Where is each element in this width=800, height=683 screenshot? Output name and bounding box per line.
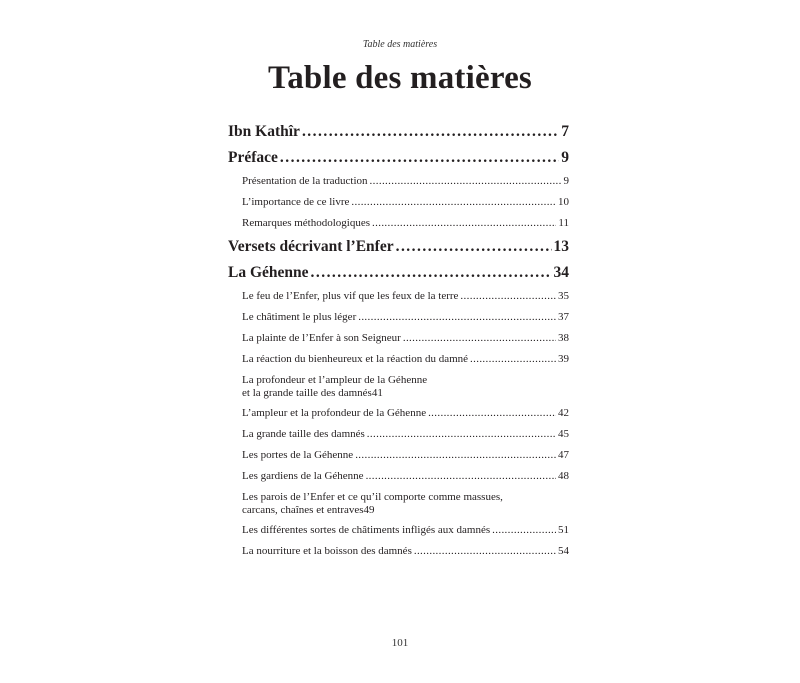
toc-entry-title: Versets décrivant l’Enfer <box>228 238 394 255</box>
dot-leader <box>370 175 562 187</box>
toc-entry-page: 54 <box>558 545 569 557</box>
dot-leader <box>470 353 556 365</box>
page-title: Table des matières <box>268 60 532 96</box>
toc-subentry[interactable] <box>242 311 569 325</box>
toc-entry-page: 51 <box>558 524 569 536</box>
toc-entry-title-line2: carcans, chaînes et entraves <box>242 504 364 516</box>
toc-entry-title-line1: Les parois de l’Enfer et ce qu’il comporte comme massues, <box>242 491 503 503</box>
toc-entry-title: Le châtiment le plus léger <box>242 311 357 323</box>
toc-subentry[interactable] <box>242 524 569 538</box>
running-header: Table des matières <box>362 39 438 50</box>
toc-entry-title: La réaction du bienheureux et la réaction du damné <box>242 353 469 365</box>
toc-entry-title: L’importance de ce livre <box>242 196 350 208</box>
toc-entry-title-line2: et la grande taille des damnés <box>242 387 372 399</box>
toc-entry-page: 47 <box>558 449 569 461</box>
toc-entry-page: 41 <box>371 387 383 399</box>
toc-subentry[interactable] <box>242 428 569 442</box>
toc-subentry[interactable] <box>242 175 569 189</box>
toc-entry-page: 39 <box>558 353 569 365</box>
toc-entry-page: 35 <box>558 290 569 302</box>
toc-subentry[interactable] <box>242 196 569 210</box>
toc-entry-page: 11 <box>558 217 569 229</box>
toc-entry-title: Préface <box>228 149 278 166</box>
toc-entry-title: Le feu de l’Enfer, plus vif que les feux de la terre <box>242 290 459 302</box>
dot-leader <box>492 524 556 536</box>
toc-entry-title: La grande taille des damnés <box>242 428 365 440</box>
page-number: 101 <box>391 637 409 649</box>
toc-subentry[interactable] <box>242 449 569 463</box>
dot-leader <box>358 311 556 323</box>
toc-entry-title: Présentation de la traduction <box>242 175 368 187</box>
toc-subentry[interactable] <box>242 470 569 484</box>
dot-leader <box>367 428 556 440</box>
toc-subentry[interactable] <box>242 217 569 231</box>
dot-leader <box>366 470 556 482</box>
toc-entry-title: L’ampleur et la profondeur de la Géhenne <box>242 407 427 419</box>
toc-entry-page: 9 <box>563 175 569 187</box>
toc-subentry[interactable] <box>242 407 569 421</box>
dot-leader <box>396 238 552 256</box>
toc-entry-page: 49 <box>363 504 375 516</box>
toc-entry-page: 13 <box>553 238 569 255</box>
toc-entry-title: Ibn Kathîr <box>228 123 300 140</box>
toc-entry-title: La Géhenne <box>228 264 309 281</box>
toc-subentry[interactable] <box>242 290 569 304</box>
toc-entry-title: Les portes de la Géhenne <box>242 449 354 461</box>
toc-subentry[interactable] <box>242 491 569 517</box>
toc-subentry[interactable] <box>242 353 569 367</box>
dot-leader <box>372 217 556 229</box>
dot-leader <box>302 123 559 141</box>
toc-entry[interactable] <box>228 149 569 168</box>
toc-entry-title-line1: La profondeur et l’ampleur de la Géhenne <box>242 374 428 386</box>
toc-subentry[interactable] <box>242 374 569 400</box>
toc-entry-title: Les différentes sortes de châtiments infligés aux damnés <box>242 524 491 536</box>
toc-entry-title: La plainte de l’Enfer à son Seigneur <box>242 332 401 344</box>
toc-entry-page: 48 <box>558 470 569 482</box>
toc-entry-page: 10 <box>558 196 569 208</box>
toc-entry-page: 37 <box>558 311 569 323</box>
table-of-contents <box>228 123 569 566</box>
dot-leader <box>414 545 556 557</box>
toc-entry-page: 45 <box>558 428 569 440</box>
toc-entry[interactable] <box>228 123 569 142</box>
dot-leader <box>280 149 559 167</box>
toc-entry-page: 42 <box>558 407 569 419</box>
toc-entry-page: 34 <box>553 264 569 281</box>
dot-leader <box>460 290 556 302</box>
toc-entry-title: Les gardiens de la Géhenne <box>242 470 364 482</box>
toc-entry-page: 38 <box>558 332 569 344</box>
toc-entry-page: 7 <box>561 123 569 140</box>
toc-entry[interactable] <box>228 264 569 283</box>
toc-entry-page: 9 <box>561 149 569 166</box>
toc-entry[interactable] <box>228 238 569 257</box>
toc-entry-title: La nourriture et la boisson des damnés <box>242 545 412 557</box>
dot-leader <box>351 196 556 208</box>
toc-subentry[interactable] <box>242 545 569 559</box>
dot-leader <box>403 332 556 344</box>
dot-leader <box>428 407 556 419</box>
toc-entry-title: Remarques méthodologiques <box>242 217 371 229</box>
toc-subentry[interactable] <box>242 332 569 346</box>
dot-leader <box>355 449 556 461</box>
dot-leader <box>311 264 552 282</box>
